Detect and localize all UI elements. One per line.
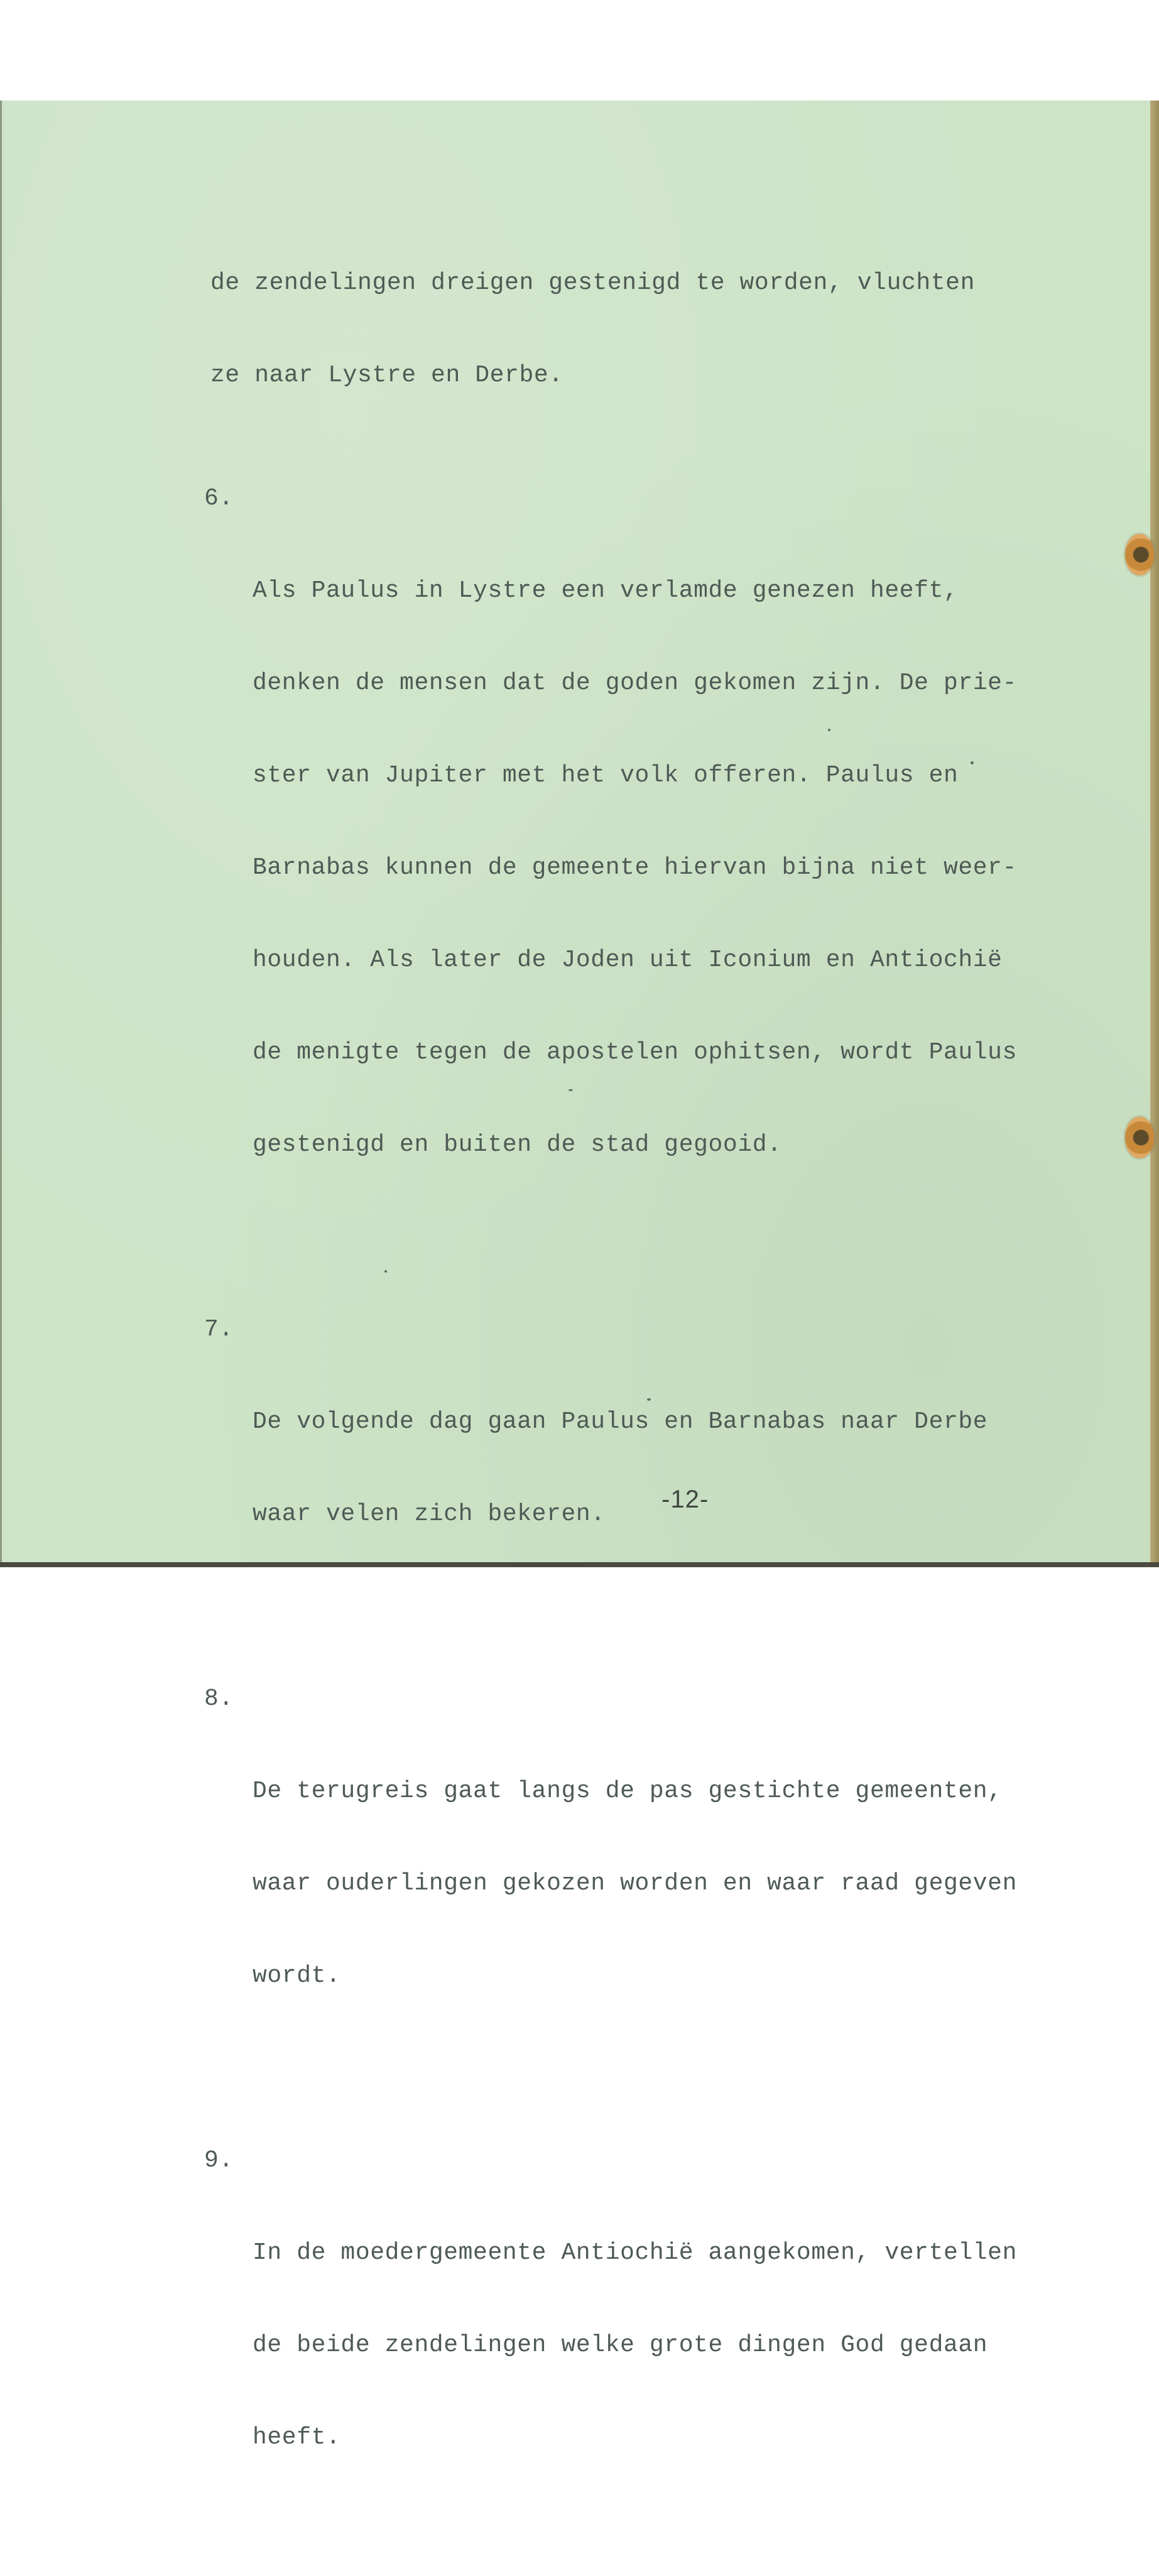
page-number: -12-: [661, 1486, 709, 1513]
item-number: 9.: [204, 2147, 234, 2174]
item-line: waar velen zich bekeren.: [253, 1501, 606, 1528]
item-line: Barnabas kunnen de gemeente hiervan bijna niet weer-: [253, 854, 1017, 881]
typewritten-text: [204, 206, 1090, 2576]
document-page: [0, 101, 1159, 2451]
item-line: de menigte tegen de apostelen ophitsen, wordt Paulus: [253, 1039, 1017, 1066]
item-number: 8.: [204, 1685, 234, 1712]
binder-hole-icon: [1125, 534, 1154, 575]
item-line: de beide zendelingen welke grote dingen God gedaan: [253, 2332, 988, 2359]
list-item-9: [204, 2145, 1090, 2514]
item-line: denken de mensen dat de goden gekomen zijn. De prie-: [253, 670, 1017, 697]
list-item-7: [204, 1314, 1090, 1591]
item-line: De volgende dag gaan Paulus en Barnabas naar Derbe: [253, 1408, 988, 1435]
item-line: gestenigd en buiten de stad gegooid.: [253, 1131, 782, 1158]
list-item-8: [204, 1683, 1090, 2053]
item-line: wordt.: [253, 1962, 341, 1989]
intro-line: de zendelingen dreigen gestenigd te worden, vluchten: [210, 269, 975, 296]
item-line: waar ouderlingen gekozen worden en waar raad gegeven: [253, 1870, 1017, 1897]
paper-speck: [971, 761, 974, 764]
item-number: 6.: [204, 485, 234, 512]
page-left-edge: [0, 101, 2, 1567]
page-right-edge: [1150, 101, 1159, 1567]
paper-speck: [647, 1398, 651, 1401]
paper-speck: [384, 1270, 387, 1273]
paper-speck: [569, 1089, 573, 1091]
item-line: houden. Als later de Joden uit Iconium en Antiochië: [253, 947, 1003, 974]
item-line: De terugreis gaat langs de pas gestichte gemeenten,: [253, 1778, 1003, 1805]
binder-hole-icon: [1125, 1117, 1154, 1158]
list-item-6: [204, 483, 1090, 1222]
item-line: ster van Jupiter met het volk offeren. Paulus en: [253, 762, 959, 789]
paper-speck: [828, 729, 830, 731]
item-line: Als Paulus in Lystre een verlamde genezen heeft,: [253, 577, 959, 604]
intro-line: ze naar Lystre en Derbe.: [210, 362, 563, 389]
item-number: 7.: [204, 1316, 234, 1343]
item-line: In de moedergemeente Antiochië aangekomen, vertellen: [253, 2239, 1017, 2266]
item-line: heeft.: [253, 2424, 341, 2451]
